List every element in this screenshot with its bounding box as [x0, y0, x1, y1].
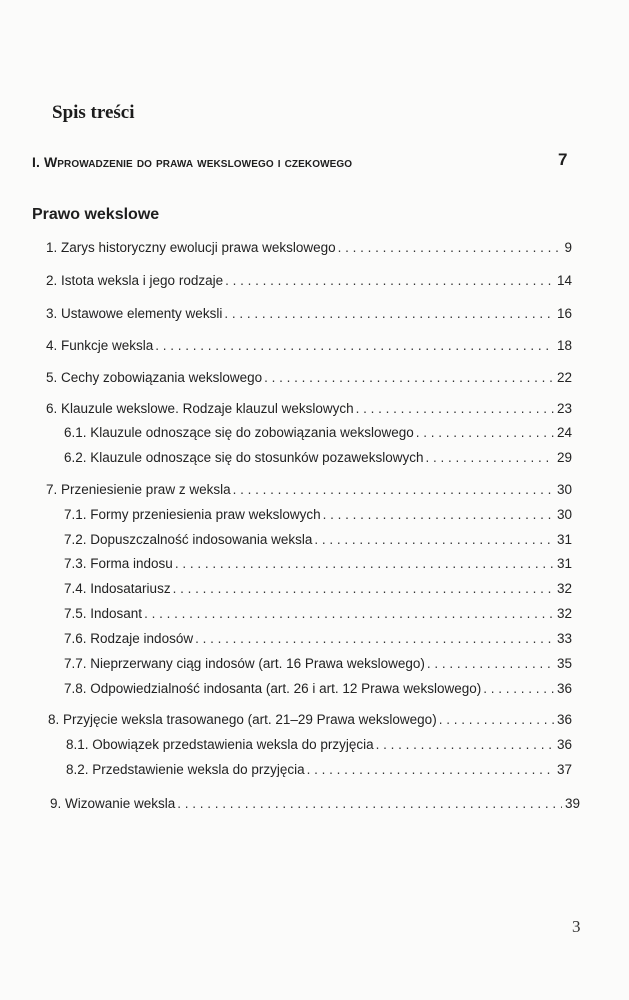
dot-leader	[483, 680, 554, 698]
toc-entry-page: 31	[556, 532, 572, 547]
toc-entry-page: 14	[556, 273, 572, 288]
toc-entry	[48, 711, 572, 729]
dot-leader	[224, 305, 554, 323]
toc-entry-page: 18	[556, 338, 572, 353]
toc-entry	[64, 655, 572, 673]
toc-entry-label: 6.1. Klauzule odnoszące się do zobowiązania wekslowego	[64, 425, 414, 440]
toc-entry-label: 7.7. Nieprzerwany ciąg indosów (art. 16 Prawa wekslowego)	[64, 656, 425, 671]
toc-entry-page: 32	[556, 606, 572, 621]
toc-entry-label: 4. Funkcje weksla	[46, 338, 154, 353]
toc-entry	[46, 239, 572, 257]
page-number: 3	[572, 917, 581, 936]
toc-entry-page: 33	[556, 631, 572, 646]
dot-leader	[427, 655, 554, 673]
toc-entry	[64, 531, 572, 549]
toc-entry	[46, 337, 572, 355]
toc-entry-page: 29	[556, 450, 572, 465]
toc-entry-label: 8.1. Obowiązek przedstawienia weksla do przyjęcia	[66, 737, 374, 752]
dot-leader	[173, 580, 554, 598]
dot-leader	[307, 761, 554, 779]
toc-entry-label: 2. Istota weksla i jego rodzaje	[46, 273, 224, 288]
toc-entry-label: 7.3. Forma indosu	[64, 556, 173, 571]
dot-leader	[416, 424, 554, 442]
dot-leader	[425, 449, 554, 467]
toc-entry	[64, 630, 572, 648]
toc-entry	[46, 305, 572, 323]
toc-entry	[46, 481, 572, 499]
dot-leader	[195, 630, 554, 648]
dot-leader	[144, 605, 554, 623]
toc-entry-label: 5. Cechy zobowiązania wekslowego	[46, 370, 263, 385]
toc-entry-page: 16	[556, 306, 572, 321]
toc-entry-label: 8.2. Przedstawienie weksla do przyjęcia	[66, 762, 305, 777]
toc-entry-label: 7.8. Odpowiedzialność indosanta (art. 26 i art. 12 Prawa wekslowego)	[64, 681, 482, 696]
toc-entry-page: 37	[556, 762, 572, 777]
toc-entry-page: 39	[564, 796, 580, 811]
section-title: Prawo wekslowe	[32, 206, 160, 223]
toc-entry-page: 24	[556, 425, 572, 440]
toc-entry	[66, 761, 572, 779]
chapter-page-number: 7	[558, 150, 568, 169]
toc-entry-label: 6.2. Klauzule odnoszące się do stosunków pozawekslowych	[64, 450, 424, 465]
dot-leader	[338, 239, 562, 257]
chapter-label: I. Wprowadzenie do prawa wekslowego i czekowego	[32, 154, 353, 170]
toc-entry-label: 7.1. Formy przeniesienia praw wekslowych	[64, 507, 321, 522]
toc-entry-label: 9. Wizowanie weksla	[50, 796, 176, 811]
toc-entry	[64, 506, 572, 524]
dot-leader	[323, 506, 554, 524]
dot-leader	[177, 795, 562, 813]
toc-entry-label: 7.6. Rodzaje indosów	[64, 631, 194, 646]
toc-entry	[46, 272, 572, 290]
dot-leader	[225, 272, 554, 290]
toc-entry	[46, 369, 572, 387]
toc-entry	[66, 736, 572, 754]
toc-entry-label: 3. Ustawowe elementy weksli	[46, 306, 223, 321]
toc-entry-page: 22	[556, 370, 572, 385]
toc-entry-page: 36	[556, 737, 572, 752]
dot-leader	[233, 481, 554, 499]
toc-entry	[64, 680, 572, 698]
dot-leader	[264, 369, 554, 387]
dot-leader	[439, 711, 554, 729]
toc-entry	[64, 580, 572, 598]
toc-entry	[64, 449, 572, 467]
dot-leader	[314, 531, 554, 549]
toc-entry-page: 23	[556, 401, 572, 416]
toc-entry-label: 7.5. Indosant	[64, 606, 143, 621]
toc-entry-page: 9	[564, 240, 572, 255]
toc-entry-page: 30	[556, 507, 572, 522]
toc-entry	[46, 400, 572, 418]
toc-entry-label: 6. Klauzule wekslowe. Rodzaje klauzul wekslowych	[46, 401, 354, 416]
toc-entry-label: 1. Zarys historyczny ewolucji prawa wekslowego	[46, 240, 336, 255]
toc-entry-label: 8. Przyjęcie weksla trasowanego (art. 21–29 Prawa wekslowego)	[48, 712, 437, 727]
toc-entry-label: 7. Przeniesienie praw z weksla	[46, 482, 231, 497]
toc-title: Spis treści	[52, 102, 135, 123]
toc-entry	[64, 605, 572, 623]
dot-leader	[356, 400, 554, 418]
toc-entry-page: 30	[556, 482, 572, 497]
toc-entry-page: 31	[556, 556, 572, 571]
dot-leader	[376, 736, 554, 754]
toc-entry-page: 36	[556, 681, 572, 696]
dot-leader	[175, 555, 554, 573]
toc-entry-page: 36	[556, 712, 572, 727]
toc-entry	[64, 555, 572, 573]
toc-entry	[50, 795, 580, 813]
toc-entry-label: 7.2. Dopuszczalność indosowania weksla	[64, 532, 313, 547]
toc-entry-label: 7.4. Indosatariusz	[64, 581, 171, 596]
toc-entry	[64, 424, 572, 442]
toc-entry-page: 32	[556, 581, 572, 596]
toc-entry-page: 35	[556, 656, 572, 671]
dot-leader	[155, 337, 554, 355]
